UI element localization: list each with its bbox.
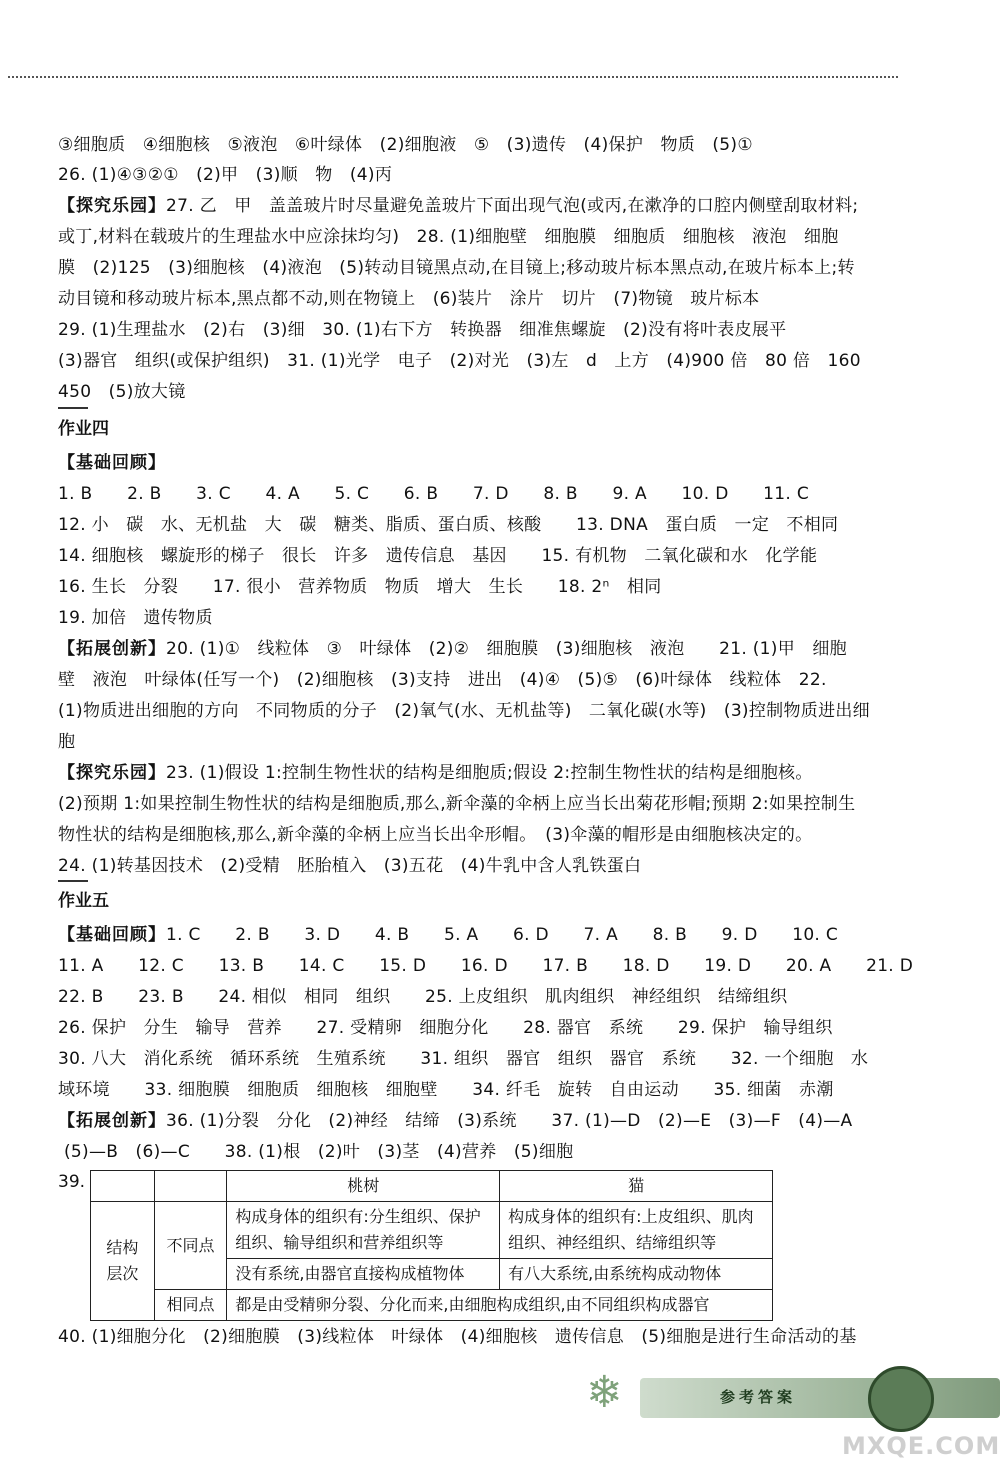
footer-banner	[640, 1378, 1000, 1418]
text-line: 域环境 33. 细胞膜 细胞质 细胞核 细胞壁 34. 纤毛 旋转 自由运动 35. 细菌 赤潮	[58, 1080, 834, 1100]
section-rule	[58, 880, 88, 882]
text-line: 11. A 12. C 13. B 14. C 15. D 16. D 17. B 18. D 19. D 20. A 21. D	[58, 956, 914, 976]
question-number-39: 39.	[58, 1172, 86, 1192]
section-tag-explore: 【探究乐园】	[58, 763, 166, 783]
table-cell-empty	[154, 1171, 227, 1202]
text-line: 胞	[58, 732, 76, 752]
text-line: 26. 保护 分生 输导 营养 27. 受精卵 细胞分化 28. 器官 系统 29. 保护 输导组织	[58, 1018, 833, 1038]
text-line: 29. (1)生理盐水 (2)右 (3)细 30. (1)右下方 转换器 细准焦螺旋 (2)没有将叶表皮展平	[58, 320, 787, 340]
page-badge	[868, 1366, 934, 1432]
comparison-table	[90, 1170, 773, 1321]
table-cell-empty	[91, 1171, 155, 1202]
text-line-content: 20. (1)① 线粒体 ③ 叶绿体 (2)② 细胞膜 (3)细胞核 液泡 21. (1)甲 细胞	[166, 639, 847, 659]
homework-heading-5: 作业五	[58, 891, 109, 911]
table-cell: 构成身体的组织有:上皮组织、肌肉组织、神经组织、结缔组织等	[500, 1202, 773, 1259]
text-line: 26. (1)④③②① (2)甲 (3)顺 物 (4)丙	[58, 165, 393, 185]
text-line: 14. 细胞核 螺旋形的梯子 很长 许多 遗传信息 基因 15. 有机物 二氧化碳和水 化学能	[58, 546, 818, 566]
table-label-similarities: 相同点	[154, 1290, 227, 1321]
text-line: (3)器官 组织(或保护组织) 31. (1)光学 电子 (2)对光 (3)左 d 上方 (4)900 倍 80 倍 160	[58, 351, 861, 371]
text-line	[58, 638, 847, 660]
footer-label: 参考答案	[720, 1388, 797, 1406]
text-line: (1)物质进出细胞的方向 不同物质的分子 (2)氧气(水、无机盐等) 二氧化碳(水等) (3)控制物质进出细	[58, 701, 870, 721]
text-line: 壁 液泡 叶绿体(任写一个) (2)细胞核 (3)支持 进出 (4)④ (5)⑤ (6)叶绿体 线粒体 22.	[58, 670, 827, 690]
homework-heading-4: 作业四	[58, 419, 109, 439]
text-line: 或丁,材料在载玻片的生理盐水中应涂抹均匀) 28. (1)细胞壁 细胞膜 细胞质 细胞核 液泡 细胞	[58, 227, 839, 247]
snowflake-icon: ❄	[586, 1367, 623, 1418]
section-tag-basic: 【基础回顾】	[58, 453, 166, 473]
table-label-differences: 不同点	[154, 1202, 227, 1290]
text-line-content: 23. (1)假设 1:控制生物性状的结构是细胞质;假设 2:控制生物性状的结构是细胞核。	[166, 763, 813, 783]
table-row-label-structure: 结构层次	[91, 1202, 155, 1321]
text-line: 12. 小 碳 水、无机盐 大 碳 糖类、脂质、蛋白质、核酸 13. DNA 蛋白质 一定 不相同	[58, 515, 839, 535]
section-tag-extend: 【拓展创新】	[58, 639, 166, 659]
text-line	[58, 1110, 852, 1132]
text-line: 450 (5)放大镜	[58, 382, 186, 402]
section-rule	[58, 407, 88, 409]
text-line-content: 27. 乙 甲 盖盖玻片时尽量避免盖玻片下面出现气泡(或丙,在漱净的口腔内侧壁刮取材料;	[166, 196, 859, 216]
text-line	[58, 762, 813, 784]
section-tag-extend: 【拓展创新】	[58, 1111, 166, 1131]
table-header-cat: 猫	[500, 1171, 773, 1202]
text-line: 30. 八大 消化系统 循环系统 生殖系统 31. 组织 器官 组织 器官 系统 32. 一个细胞 水	[58, 1049, 869, 1069]
section-tag-explore: 【探究乐园】	[58, 196, 166, 216]
table-header-peach-tree: 桃树	[227, 1171, 500, 1202]
section-tag-basic: 【基础回顾】	[58, 925, 166, 945]
table-cell: 都是由受精卵分裂、分化而来,由细胞构成组织,由不同组织构成器官	[227, 1290, 773, 1321]
text-line-content: 1. C 2. B 3. D 4. B 5. A 6. D 7. A 8. B 9. D 10. C	[166, 925, 839, 945]
text-line	[58, 924, 838, 946]
text-line: 1. B 2. B 3. C 4. A 5. C 6. B 7. D 8. B 9. A 10. D 11. C	[58, 484, 809, 504]
text-line: (5)—B (6)—C 38. (1)根 (2)叶 (3)茎 (4)营养 (5)细胞	[64, 1142, 574, 1162]
watermark: MXQE.COM	[842, 1432, 1000, 1460]
table-cell: 构成身体的组织有:分生组织、保护组织、输导组织和营养组织等	[227, 1202, 500, 1259]
text-line: 动目镜和移动玻片标本,黑点都不动,则在物镜上 (6)装片 涂片 切片 (7)物镜 玻片标本	[58, 289, 760, 309]
text-line: 24. (1)转基因技术 (2)受精 胚胎植入 (3)五花 (4)牛乳中含人乳铁蛋白	[58, 856, 642, 876]
text-line: 22. B 23. B 24. 相似 相同 组织 25. 上皮组织 肌肉组织 神经组织 结缔组织	[58, 987, 788, 1007]
text-line-content: 36. (1)分裂 分化 (2)神经 结缔 (3)系统 37. (1)—D (2)—E (3)—F (4)—A	[166, 1111, 853, 1131]
top-dotted-rule	[8, 76, 898, 78]
text-line: 16. 生长 分裂 17. 很小 营养物质 物质 增大 生长 18. 2ⁿ 相同	[58, 577, 662, 597]
text-line: 膜 (2)125 (3)细胞核 (4)液泡 (5)转动目镜黑点动,在目镜上;移动玻片标本黑点动,在玻片标本上;转	[58, 258, 855, 278]
text-line: 40. (1)细胞分化 (2)细胞膜 (3)线粒体 叶绿体 (4)细胞核 遗传信息 (5)细胞是进行生命活动的基	[58, 1327, 857, 1347]
text-line	[58, 195, 858, 217]
text-line: 19. 加倍 遗传物质	[58, 608, 213, 628]
text-line: ③细胞质 ④细胞核 ⑤液泡 ⑥叶绿体 (2)细胞液 ⑤ (3)遗传 (4)保护 物质 (5)①	[58, 135, 753, 155]
table-cell: 有八大系统,由系统构成动物体	[500, 1259, 773, 1290]
table-cell: 没有系统,由器官直接构成植物体	[227, 1259, 500, 1290]
text-line: (2)预期 1:如果控制生物性状的结构是细胞质,那么,新伞藻的伞柄上应当长出菊花形帽;预期 2:如果控制生	[58, 794, 856, 814]
text-line: 物性状的结构是细胞核,那么,新伞藻的伞柄上应当长出伞形帽。 (3)伞藻的帽形是由细胞核决定的。	[58, 825, 813, 845]
